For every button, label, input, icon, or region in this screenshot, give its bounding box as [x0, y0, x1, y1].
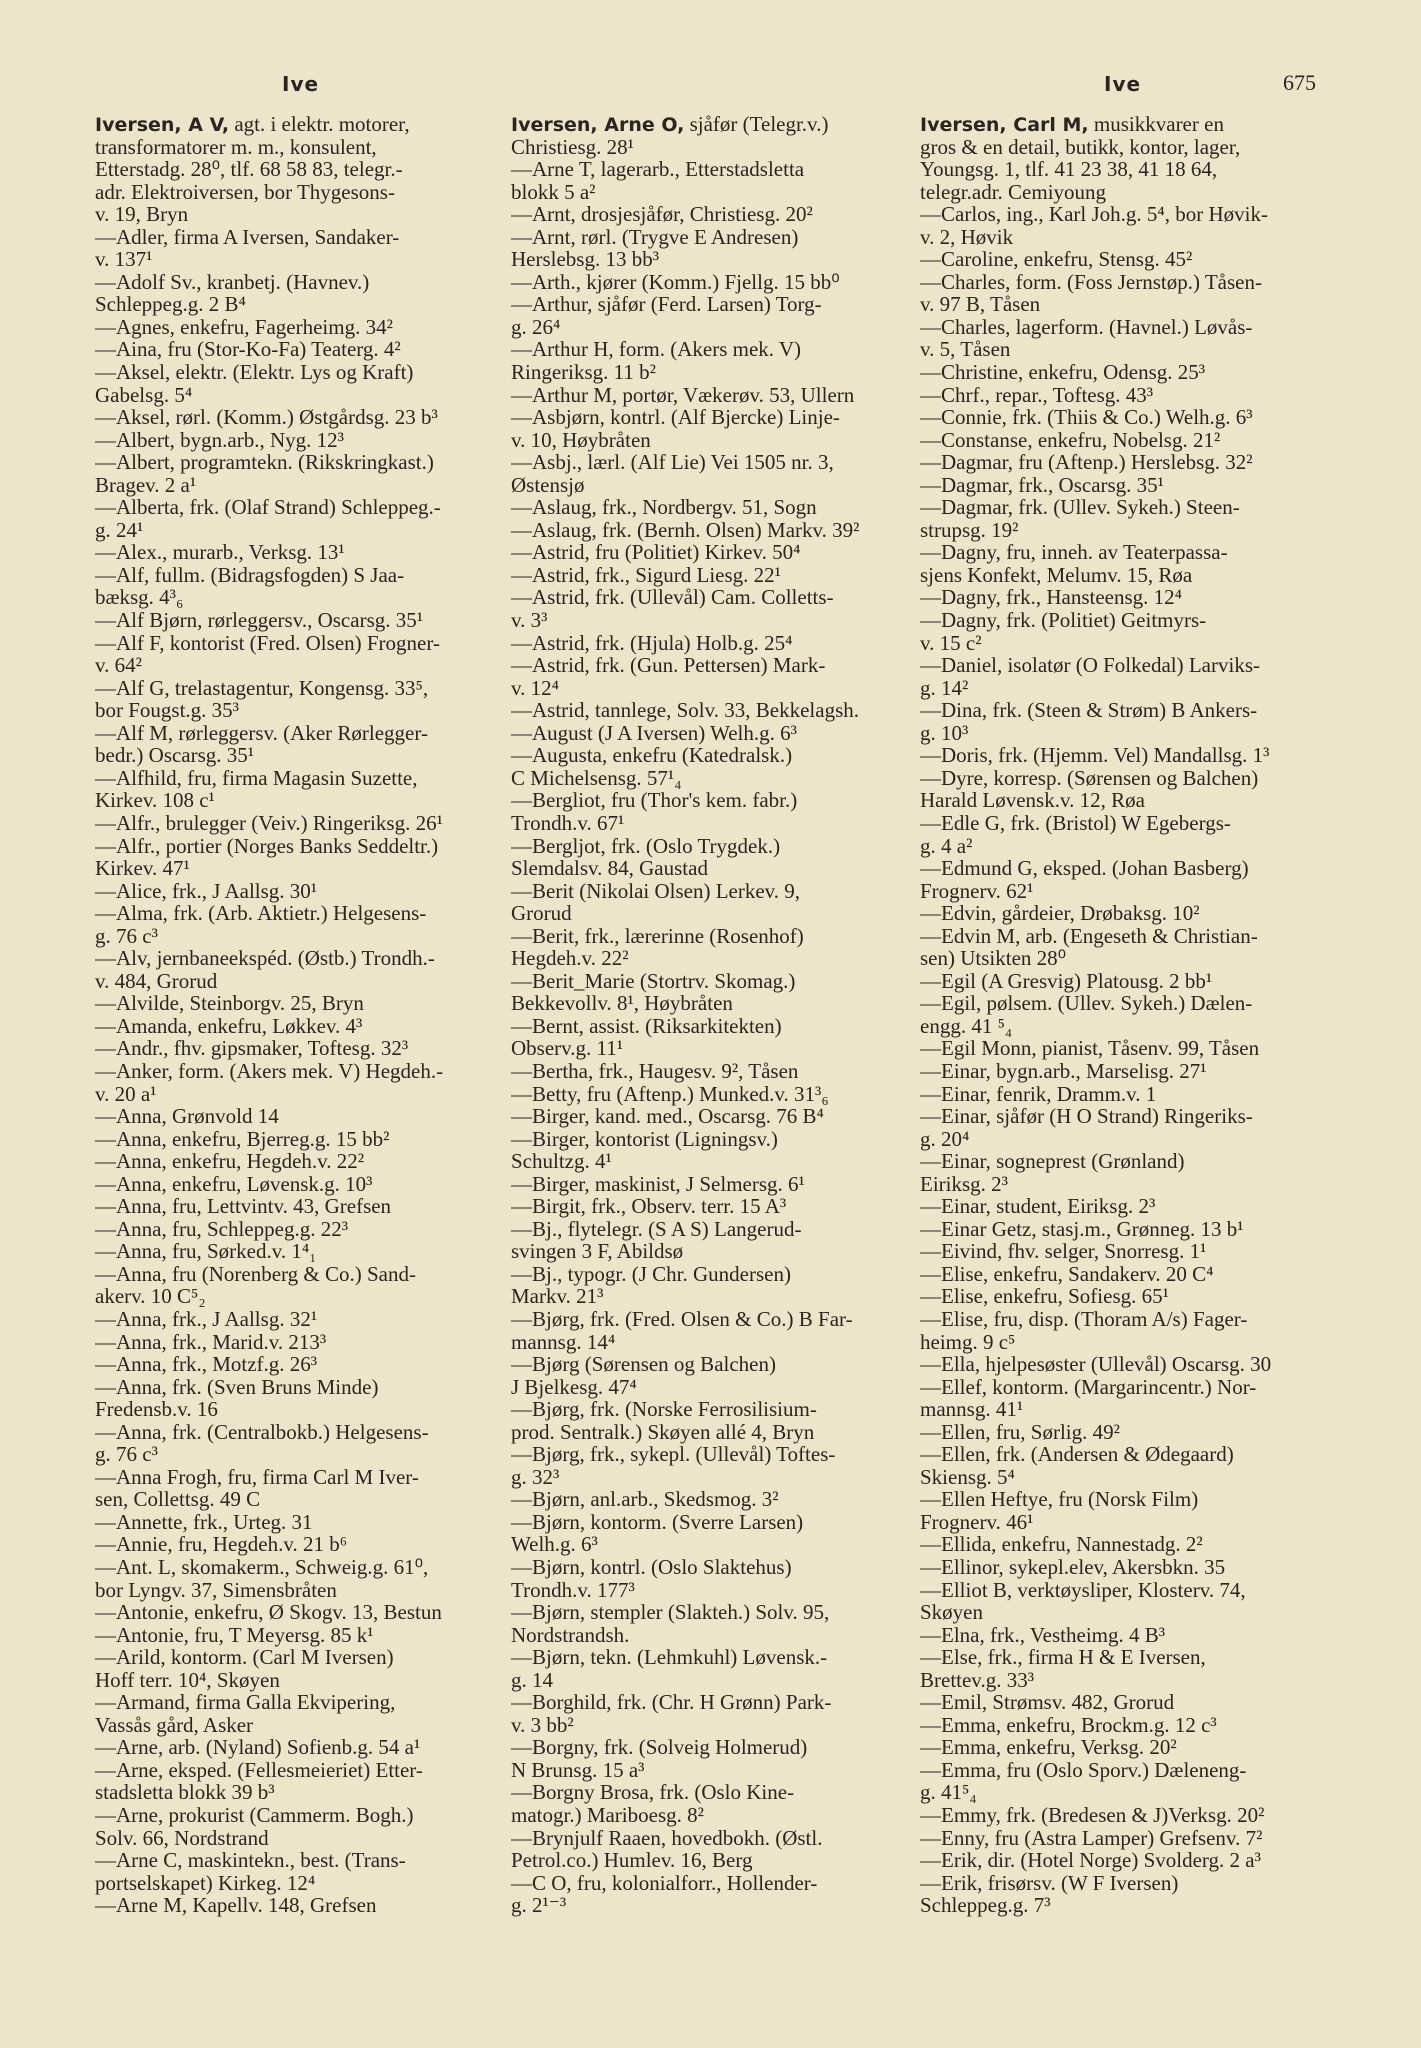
directory-entry-line: —Edle G, frk. (Bristol) W Egebergs- — [920, 810, 1231, 835]
page-number: 675 — [1283, 70, 1316, 95]
directory-entry-line: —Anna, frk., Marid.v. 213³ — [95, 1329, 327, 1354]
directory-entry-line: —Egil, pølsem. (Ullev. Sykeh.) Dælen- — [920, 991, 1253, 1016]
directory-entry-line: —Alf G, trelastagentur, Kongensg. 33⁵, — [95, 675, 429, 700]
directory-entry-line: —Elliot B, verktøysliper, Klosterv. 74, — [920, 1577, 1246, 1602]
directory-entry-line: —Betty, fru (Aftenp.) Munked.v. 31³₆ — [511, 1081, 829, 1106]
directory-entry-line: —Bjørg (Sørensen og Balchen) — [511, 1352, 776, 1377]
directory-entry-line: —Aslaug, frk., Nordbergv. 51, Sogn — [511, 495, 817, 520]
directory-entry-line: —Birger, maskinist, J Selmersg. 6¹ — [511, 1171, 805, 1196]
directory-entry-line: —Asbj., lærl. (Alf Lie) Vei 1505 nr. 3, — [511, 450, 834, 475]
header-left-word: Ive — [282, 72, 320, 96]
directory-entry-line: —Alfhild, fru, firma Magasin Suzette, — [95, 765, 418, 790]
directory-entry-line: —Borgny, frk. (Solveig Holmerud) — [511, 1735, 808, 1760]
directory-entry-line: —Arne T, lagerarb., Etterstadsletta — [511, 157, 805, 182]
directory-entry-line: —Elise, enkefru, Sandakerv. 20 C⁴ — [920, 1261, 1214, 1286]
directory-entry-line: —Alma, frk. (Arb. Aktietr.) Helgesens- — [95, 901, 427, 926]
directory-entry-line: —Albert, programtekn. (Rikskringkast.) — [95, 450, 434, 475]
directory-entry-line: —Constanse, enkefru, Nobelsg. 21² — [920, 427, 1221, 452]
directory-entry-line: —Astrid, fru (Politiet) Kirkev. 50⁴ — [511, 540, 801, 565]
directory-entry-line: —Andr., fhv. gipsmaker, Toftesg. 32³ — [95, 1036, 409, 1061]
directory-entry-line: blokk 5 a² — [511, 179, 596, 204]
directory-entry-line: —Carlos, ing., Karl Joh.g. 5⁴, bor Høvik- — [920, 202, 1268, 227]
directory-entry-line: —Anna, Grønvold 14 — [95, 1104, 279, 1129]
directory-entry-line: v. 20 a¹ — [95, 1081, 157, 1106]
directory-entry-line: —Einar, sjåfør (H O Strand) Ringeriks- — [920, 1104, 1253, 1129]
directory-entry-line: v. 3³ — [511, 608, 548, 633]
directory-entry-line: Hegdeh.v. 22² — [511, 946, 629, 971]
directory-entry-line: v. 137¹ — [95, 247, 153, 272]
directory-entry-line: —Bj., typogr. (J Chr. Gundersen) — [511, 1261, 791, 1286]
directory-entry-line: —Ellen, fru, Sørlig. 49² — [920, 1419, 1120, 1444]
directory-entry-line: sjens Konfekt, Melumv. 15, Røa — [920, 562, 1193, 587]
directory-entry-line: —Anna, fru, Sørked.v. 1⁴₁ — [95, 1239, 317, 1264]
directory-entry-line: Herslebsg. 13 bb³ — [511, 247, 660, 272]
directory-entry-line: —Anna, fru, Lettvintv. 43, Grefsen — [95, 1194, 392, 1219]
directory-entry-line: v. 2, Høvik — [920, 224, 1014, 249]
directory-entry-line: Hoff terr. 10⁴, Skøyen — [95, 1667, 280, 1692]
directory-entry-line: —Anna, frk. (Sven Bruns Minde) — [95, 1374, 379, 1399]
directory-entry-line: —Anna, enkefru, Bjerreg.g. 15 bb² — [95, 1126, 390, 1151]
directory-entry-line: Grorud — [511, 901, 572, 926]
directory-entry-line: —Bjørg, frk. (Fred. Olsen & Co.) B Far- — [511, 1306, 853, 1331]
directory-entry-line: Schleppeg.g. 7³ — [920, 1893, 1051, 1917]
directory-entry-line: Østensjø — [511, 472, 585, 497]
directory-entry-line: —Aksel, elektr. (Elektr. Lys og Kraft) — [95, 360, 414, 385]
directory-entry-line: —Alfr., brulegger (Veiv.) Ringeriksg. 26¹ — [95, 810, 443, 835]
directory-entry-line: —Amanda, enkefru, Løkkev. 4³ — [95, 1013, 363, 1038]
directory-entry-line: —Dyre, korresp. (Sørensen og Balchen) — [920, 765, 1259, 790]
directory-entry-line: telegr.adr. Cemiyoung — [920, 179, 1107, 204]
directory-entry-line: Welh.g. 6³ — [511, 1532, 598, 1557]
directory-entry-line: —Berit (Nikolai Olsen) Lerkev. 9, — [511, 878, 801, 903]
directory-entry-line: —Dagny, frk. (Politiet) Geitmyrs- — [920, 608, 1207, 633]
directory-entry-line: Youngsg. 1, tlf. 41 23 38, 41 18 64, — [920, 157, 1218, 182]
directory-entry-line: —Arth., kjører (Komm.) Fjellg. 15 bb⁰ — [511, 269, 840, 294]
directory-entry-line: —Arthur H, form. (Akers mek. V) — [511, 337, 802, 362]
directory-entry-line: —Ellinor, sykepl.elev, Akersbkn. 35 — [920, 1555, 1226, 1579]
directory-entry-line: —Arthur M, portør, Vækerøv. 53, Ullern — [511, 382, 855, 407]
directory-entry-line: g. 14² — [920, 675, 969, 700]
directory-entry-line: Vassås gård, Asker — [95, 1712, 254, 1737]
directory-entry-line: —Alv, jernbaneekspéd. (Østb.) Trondh.- — [95, 946, 435, 971]
directory-entry-line: —Anna, enkefru, Hegdeh.v. 22² — [95, 1149, 365, 1174]
directory-entry-line: —Aina, fru (Stor-Ko-Fa) Teaterg. 4² — [95, 337, 401, 362]
directory-entry-line: strupsg. 19² — [920, 517, 1019, 542]
directory-entry-line: —Einar Getz, stasj.m., Grønneg. 13 b¹ — [920, 1216, 1244, 1241]
directory-entry-line: mannsg. 41¹ — [920, 1397, 1024, 1422]
directory-entry-line: Kirkev. 47¹ — [95, 856, 190, 881]
directory-entry-line: —Arthur, sjåfør (Ferd. Larsen) Torg- — [511, 292, 822, 317]
directory-entry-line: akerv. 10 C⁵₂ — [95, 1284, 206, 1309]
directory-entry-line: —Alberta, frk. (Olaf Strand) Schleppeg.- — [95, 495, 441, 520]
directory-entry-line: —Anna, frk., Motzf.g. 26³ — [95, 1352, 318, 1377]
directory-entry-line: Slemdalsv. 84, Gaustad — [511, 856, 708, 881]
directory-entry-line: Nordstrandsh. — [511, 1622, 630, 1647]
directory-entry-line: —Aksel, rørl. (Komm.) Østgårdsg. 23 b³ — [95, 405, 438, 430]
directory-entry-line: —Bjørn, stempler (Slakteh.) Solv. 95, — [511, 1600, 830, 1625]
directory-entry-line: Trondh.v. 67¹ — [511, 810, 625, 835]
directory-entry-line: heimg. 9 c⁵ — [920, 1329, 1016, 1354]
directory-entry-line: Fredensb.v. 16 — [95, 1397, 218, 1422]
directory-entry-line: —Astrid, frk. (Gun. Pettersen) Mark- — [511, 653, 826, 678]
directory-entry-line: bæksg. 4³₆ — [95, 585, 184, 610]
directory-entry-line: —Birger, kontorist (Ligningsv.) — [511, 1126, 778, 1151]
directory-entry-line: —Ellen, frk. (Andersen & Ødegaard) — [920, 1442, 1234, 1467]
directory-entry-line: —Astrid, frk. (Ullevål) Cam. Colletts- — [511, 585, 834, 610]
directory-entry-line: —Antonie, fru, T Meyersg. 85 k¹ — [95, 1622, 374, 1647]
directory-entry-line: Brettev.g. 33³ — [920, 1667, 1034, 1692]
directory-entry-line: transformatorer m. m., konsulent, — [95, 134, 377, 159]
directory-entry-line: —Emma, enkefru, Verksg. 20² — [920, 1735, 1177, 1760]
directory-entry-line: —Berit, frk., lærerinne (Rosenhof) — [511, 923, 804, 948]
directory-entry-line: gros & en detail, butikk, kontor, lager, — [920, 134, 1241, 159]
directory-entry-line: Iversen, A V, agt. i elektr. motorer, — [95, 113, 410, 136]
directory-entry-line: —Connie, frk. (Thiis & Co.) Welh.g. 6³ — [920, 405, 1253, 430]
directory-entry-line: svingen 3 F, Abildsø — [511, 1239, 684, 1264]
directory-entry-line: —Agnes, enkefru, Fagerheimg. 34² — [95, 314, 393, 339]
directory-entry-line: v. 3 bb² — [511, 1712, 574, 1737]
directory-entry-line: v. 97 B, Tåsen — [920, 292, 1041, 317]
directory-entry-line: —Arne C, maskintekn., best. (Trans- — [95, 1848, 406, 1873]
directory-column-left — [95, 113, 507, 1917]
directory-entry-line: Skøyen — [920, 1600, 983, 1625]
directory-entry-line: —Bjørn, tekn. (Lehmkuhl) Løvensk.- — [511, 1645, 828, 1670]
directory-entry-line: v. 15 c² — [920, 630, 982, 655]
directory-entry-line: —Astrid, tannlege, Solv. 33, Bekkelagsh. — [511, 698, 860, 723]
directory-entry-line: N Brunsg. 15 a³ — [511, 1757, 645, 1782]
directory-entry-line: g. 32³ — [511, 1464, 560, 1489]
directory-entry-line: —Asbjørn, kontrl. (Alf Bjercke) Linje- — [511, 405, 840, 430]
directory-entry-line: —Edmund G, eksped. (Johan Basberg) — [920, 856, 1249, 881]
directory-entry-line: —Arnt, rørl. (Trygve E Andresen) — [511, 224, 799, 249]
directory-entry-line: g. 14 — [511, 1667, 553, 1692]
directory-entry-line: engg. 41 ⁵₄ — [920, 1013, 1013, 1038]
directory-entry-line: —Dagny, frk., Hansteensg. 12⁴ — [920, 585, 1182, 610]
directory-entry-line: —Emma, fru (Oslo Sporv.) Dæleneng- — [920, 1757, 1247, 1782]
directory-entry-line: Eiriksg. 2³ — [920, 1171, 1008, 1196]
directory-entry-line: —Arild, kontorm. (Carl M Iversen) — [95, 1645, 394, 1670]
directory-entry-line: —Astrid, frk., Sigurd Liesg. 22¹ — [511, 562, 781, 587]
directory-entry-line: —Dagmar, frk. (Ullev. Sykeh.) Steen- — [920, 495, 1240, 520]
directory-entry-line: —Edvin M, arb. (Engeseth & Christian- — [920, 923, 1258, 948]
entry-surname: Iversen, Carl M, — [920, 114, 1089, 136]
directory-entry-line: —Armand, firma Galla Ekvipering, — [95, 1690, 396, 1715]
directory-entry-line: —Else, frk., firma H & E Iversen, — [920, 1645, 1206, 1670]
directory-entry-line: —Brynjulf Raaen, hovedbokh. (Østl. — [511, 1825, 823, 1850]
directory-entry-line: Gabelsg. 5⁴ — [95, 382, 193, 407]
directory-entry-line: —Antonie, enkefru, Ø Skogv. 13, Bestun — [95, 1600, 442, 1625]
directory-entry-line: Observ.g. 11¹ — [511, 1036, 624, 1061]
directory-entry-line: Skiensg. 5⁴ — [920, 1464, 1015, 1489]
directory-entry-line: —Alfr., portier (Norges Banks Seddeltr.) — [95, 833, 439, 858]
directory-entry-line: —Adler, firma A Iversen, Sandaker- — [95, 224, 400, 249]
directory-entry-line: bedr.) Oscarsg. 35¹ — [95, 743, 255, 768]
directory-entry-line: Etterstadg. 28⁰, tlf. 68 58 83, telegr.- — [95, 157, 403, 182]
directory-entry-line: Schleppeg.g. 2 B⁴ — [95, 292, 246, 317]
directory-entry-line: —Alvilde, Steinborgv. 25, Bryn — [95, 991, 364, 1016]
directory-entry-line: Christiesg. 28¹ — [511, 134, 634, 159]
directory-column-middle — [511, 113, 921, 1917]
directory-entry-line: matogr.) Mariboesg. 8² — [511, 1803, 704, 1828]
directory-entry-line: —Bergljot, frk. (Oslo Trygdek.) — [511, 833, 781, 858]
directory-entry-line: g. 20⁴ — [920, 1126, 970, 1151]
directory-entry-line: —Erik, frisørsv. (W F Iversen) — [920, 1870, 1179, 1895]
header-right-word: Ive — [1104, 72, 1142, 96]
directory-entry-line: —Alf, fullm. (Bidragsfogden) S Jaa- — [95, 562, 405, 587]
directory-entry-line: —Annie, fru, Hegdeh.v. 21 b⁶ — [95, 1532, 348, 1557]
directory-entry-line: —Emil, Strømsv. 482, Grorud — [920, 1690, 1175, 1715]
directory-entry-line: —Arne, eksped. (Fellesmeieriet) Etter- — [95, 1757, 423, 1782]
directory-entry-line: —Bjørn, kontrl. (Oslo Slaktehus) — [511, 1555, 792, 1579]
directory-entry-line: —Charles, form. (Foss Jernstøp.) Tåsen- — [920, 269, 1262, 294]
directory-entry-line: Trondh.v. 177³ — [511, 1577, 635, 1602]
directory-entry-line: —Astrid, frk. (Hjula) Holb.g. 25⁴ — [511, 630, 793, 655]
directory-entry-line: —Ella, hjelpesøster (Ullevål) Oscarsg. 30 — [920, 1352, 1272, 1377]
directory-entry-line: g. 24¹ — [95, 517, 144, 542]
directory-entry-line: —Einar, fenrik, Dramm.v. 1 — [920, 1081, 1157, 1106]
directory-entry-line: —Arne M, Kapellv. 148, Grefsen — [95, 1893, 377, 1917]
directory-entry-line: —Borgny Brosa, frk. (Oslo Kine- — [511, 1780, 795, 1805]
directory-entry-line: Ringeriksg. 11 b² — [511, 360, 656, 385]
directory-entry-line: —Ellida, enkefru, Nannestadg. 2² — [920, 1532, 1203, 1557]
directory-entry-line: —Anna, frk., J Aallsg. 32¹ — [95, 1306, 318, 1331]
directory-entry-line: Petrol.co.) Humlev. 16, Berg — [511, 1848, 753, 1873]
directory-entry-line: bor Fougst.g. 35³ — [95, 698, 239, 723]
directory-entry-line: Solv. 66, Nordstrand — [95, 1825, 269, 1850]
directory-entry-line: Kirkev. 108 c¹ — [95, 788, 215, 813]
directory-column-right — [920, 113, 1320, 1917]
directory-entry-line: —Charles, lagerform. (Havnel.) Løvås- — [920, 314, 1253, 339]
directory-entry-line: g. 26⁴ — [511, 314, 561, 339]
directory-entry-line: —Adolf Sv., kranbetj. (Havnev.) — [95, 269, 370, 294]
directory-entry-line: —Einar, student, Eiriksg. 2³ — [920, 1194, 1156, 1219]
directory-entry-line: —C O, fru, kolonialforr., Hollender- — [511, 1870, 818, 1895]
directory-entry-line: —Alice, frk., J Aallsg. 30¹ — [95, 878, 318, 903]
directory-entry-line: —Christine, enkefru, Odensg. 25³ — [920, 360, 1206, 385]
directory-entry-line: —Ellef, kontorm. (Margarincentr.) Nor- — [920, 1374, 1257, 1399]
directory-entry-line: —Emma, enkefru, Brockm.g. 12 c³ — [920, 1712, 1217, 1737]
directory-entry-line: —Dagmar, fru (Aftenp.) Herslebsg. 32² — [920, 450, 1253, 475]
directory-entry-line: —Einar, sogneprest (Grønland) — [920, 1149, 1185, 1174]
directory-entry-line: —Doris, frk. (Hjemm. Vel) Mandallsg. 1³ — [920, 743, 1270, 768]
directory-entry-line: Iversen, Carl M, musikkvarer en — [920, 113, 1224, 136]
directory-entry-line: J Bjelkesg. 47⁴ — [511, 1374, 637, 1399]
directory-entry-line: Schultzg. 4¹ — [511, 1149, 612, 1174]
directory-entry-line: —Daniel, isolatør (O Folkedal) Larviks- — [920, 653, 1260, 678]
entry-surname: Iversen, Arne O, — [511, 114, 685, 136]
directory-entry-line: —Ellen Heftye, fru (Norsk Film) — [920, 1487, 1199, 1512]
directory-entry-line: —Elise, enkefru, Sofiesg. 65¹ — [920, 1284, 1169, 1309]
directory-entry-line: —Chrf., repar., Toftesg. 43³ — [920, 382, 1154, 407]
directory-entry-line: —Dina, frk. (Steen & Strøm) B Ankers- — [920, 698, 1258, 723]
directory-entry-line: adr. Elektroiversen, bor Thygesons- — [95, 179, 395, 204]
directory-entry-line: —Bjørn, kontorm. (Sverre Larsen) — [511, 1509, 804, 1534]
directory-entry-line: Iversen, Arne O, sjåfør (Telegr.v.) — [511, 113, 829, 136]
directory-entry-line: g. 2¹⁻³ — [511, 1893, 567, 1917]
directory-entry-line: prod. Sentralk.) Skøyen allé 4, Bryn — [511, 1419, 815, 1444]
directory-entry-line: —Berit_Marie (Stortrv. Skomag.) — [511, 968, 796, 993]
directory-entry-line: Markv. 21³ — [511, 1284, 604, 1309]
directory-entry-line: v. 64² — [95, 653, 142, 678]
directory-entry-line: —Anna, fru, Schleppeg.g. 22³ — [95, 1216, 348, 1241]
directory-entry-line: —Ant. L, skomakerm., Schweig.g. 61⁰, — [95, 1555, 429, 1579]
directory-entry-line: —Bjørn, anl.arb., Skedsmog. 3² — [511, 1487, 779, 1512]
directory-entry-line: —Egil Monn, pianist, Tåsenv. 99, Tåsen — [920, 1036, 1260, 1061]
directory-entry-line: —Anna, enkefru, Løvensk.g. 10³ — [95, 1171, 373, 1196]
directory-entry-line: —Alf F, kontorist (Fred. Olsen) Frogner- — [95, 630, 440, 655]
directory-entry-line: —Anker, form. (Akers mek. V) Hegdeh.- — [95, 1058, 444, 1083]
directory-entry-line: —Dagny, fru, inneh. av Teaterpassa- — [920, 540, 1228, 565]
directory-entry-line: Frognerv. 46¹ — [920, 1509, 1034, 1534]
directory-entry-line: —August (J A Iversen) Welh.g. 6³ — [511, 720, 797, 745]
directory-entry-line: portselskapet) Kirkeg. 12⁴ — [95, 1870, 316, 1895]
directory-entry-line: —Alf M, rørleggersv. (Aker Rørlegger- — [95, 720, 428, 745]
directory-entry-line: v. 10, Høybråten — [511, 427, 651, 452]
directory-entry-line: v. 19, Bryn — [95, 202, 189, 227]
directory-entry-line: stadsletta blokk 39 b³ — [95, 1780, 275, 1805]
directory-entry-line: —Birger, kand. med., Oscarsg. 76 B⁴ — [511, 1104, 824, 1129]
directory-entry-line: —Elise, fru, disp. (Thoram A/s) Fager- — [920, 1306, 1248, 1331]
directory-entry-line: g. 10³ — [920, 720, 969, 745]
directory-entry-line: —Albert, bygn.arb., Nyg. 12³ — [95, 427, 344, 452]
directory-entry-line: —Eivind, fhv. selger, Snorresg. 1¹ — [920, 1239, 1207, 1264]
directory-entry-line: —Arnt, drosjesjåfør, Christiesg. 20² — [511, 202, 813, 227]
directory-entry-line: —Elna, frk., Vestheimg. 4 B³ — [920, 1622, 1166, 1647]
directory-entry-line: —Arne, arb. (Nyland) Sofienb.g. 54 a¹ — [95, 1735, 421, 1760]
directory-entry-line: —Einar, bygn.arb., Marselisg. 27¹ — [920, 1058, 1207, 1083]
directory-entry-line: —Bertha, frk., Haugesv. 9², Tåsen — [511, 1058, 799, 1083]
directory-entry-line: —Enny, fru (Astra Lamper) Grefsenv. 7² — [920, 1825, 1263, 1850]
directory-entry-line: —Caroline, enkefru, Stensg. 45² — [920, 247, 1193, 272]
directory-entry-line: —Annette, frk., Urteg. 31 — [95, 1509, 313, 1534]
directory-entry-line: —Bergliot, fru (Thor's kem. fabr.) — [511, 788, 798, 813]
directory-entry-line: —Augusta, enkefru (Katedralsk.) — [511, 743, 793, 768]
entry-surname: Iversen, A V, — [95, 114, 230, 136]
directory-entry-line: —Bernt, assist. (Riksarkitekten) — [511, 1013, 782, 1038]
directory-entry-line: —Anna, fru (Norenberg & Co.) Sand- — [95, 1261, 416, 1286]
directory-entry-line: g. 76 c³ — [95, 923, 158, 948]
directory-entry-line: —Bjørg, frk. (Norske Ferrosilisium- — [511, 1397, 817, 1422]
directory-entry-line: —Dagmar, frk., Oscarsg. 35¹ — [920, 472, 1164, 497]
directory-entry-line: Frognerv. 62¹ — [920, 878, 1034, 903]
directory-entry-line: C Michelsensg. 57¹₄ — [511, 765, 682, 790]
directory-entry-line: sen, Collettsg. 49 C — [95, 1487, 261, 1512]
directory-entry-line: bor Lyngv. 37, Simensbråten — [95, 1577, 337, 1602]
directory-entry-line: Bragev. 2 a¹ — [95, 472, 197, 497]
directory-entry-line: —Anna Frogh, fru, firma Carl M Iver- — [95, 1464, 419, 1489]
directory-entry-line: g. 4 a² — [920, 833, 973, 858]
directory-entry-line: —Alf Bjørn, rørleggersv., Oscarsg. 35¹ — [95, 608, 424, 633]
directory-entry-line: v. 12⁴ — [511, 675, 559, 700]
directory-entry-line: —Aslaug, frk. (Bernh. Olsen) Markv. 39² — [511, 517, 860, 542]
directory-entry-line: —Egil (A Gresvig) Platousg. 2 bb¹ — [920, 968, 1213, 993]
directory-entry-line: —Alex., murarb., Verksg. 13¹ — [95, 540, 345, 565]
directory-entry-line: Bekkevollv. 8¹, Høybråten — [511, 991, 733, 1016]
directory-entry-line: —Edvin, gårdeier, Drøbaksg. 10² — [920, 901, 1200, 926]
directory-entry-line: mannsg. 14⁴ — [511, 1329, 616, 1354]
directory-entry-line: v. 5, Tåsen — [920, 337, 1011, 362]
directory-entry-line: —Emmy, frk. (Bredesen & J)Verksg. 20² — [920, 1803, 1265, 1828]
directory-entry-line: —Anna, frk. (Centralbokb.) Helgesens- — [95, 1419, 429, 1444]
directory-entry-line: v. 484, Grorud — [95, 968, 218, 993]
directory-entry-line: Harald Løvensk.v. 12, Røa — [920, 788, 1145, 813]
directory-entry-line: —Borghild, frk. (Chr. H Grønn) Park- — [511, 1690, 832, 1715]
directory-entry-line: —Birgit, frk., Observ. terr. 15 A³ — [511, 1194, 787, 1219]
directory-entry-line: —Arne, prokurist (Cammerm. Bogh.) — [95, 1803, 414, 1828]
directory-entry-line: sen) Utsikten 28⁰ — [920, 946, 1067, 971]
directory-entry-line: —Erik, dir. (Hotel Norge) Svolderg. 2 a³ — [920, 1848, 1261, 1873]
directory-entry-line: g. 76 c³ — [95, 1442, 158, 1467]
directory-entry-line: —Bj., flytelegr. (S A S) Langerud- — [511, 1216, 802, 1241]
directory-entry-line: g. 41⁵₄ — [920, 1780, 977, 1805]
directory-entry-line: —Bjørg, frk., sykepl. (Ullevål) Toftes- — [511, 1442, 836, 1467]
